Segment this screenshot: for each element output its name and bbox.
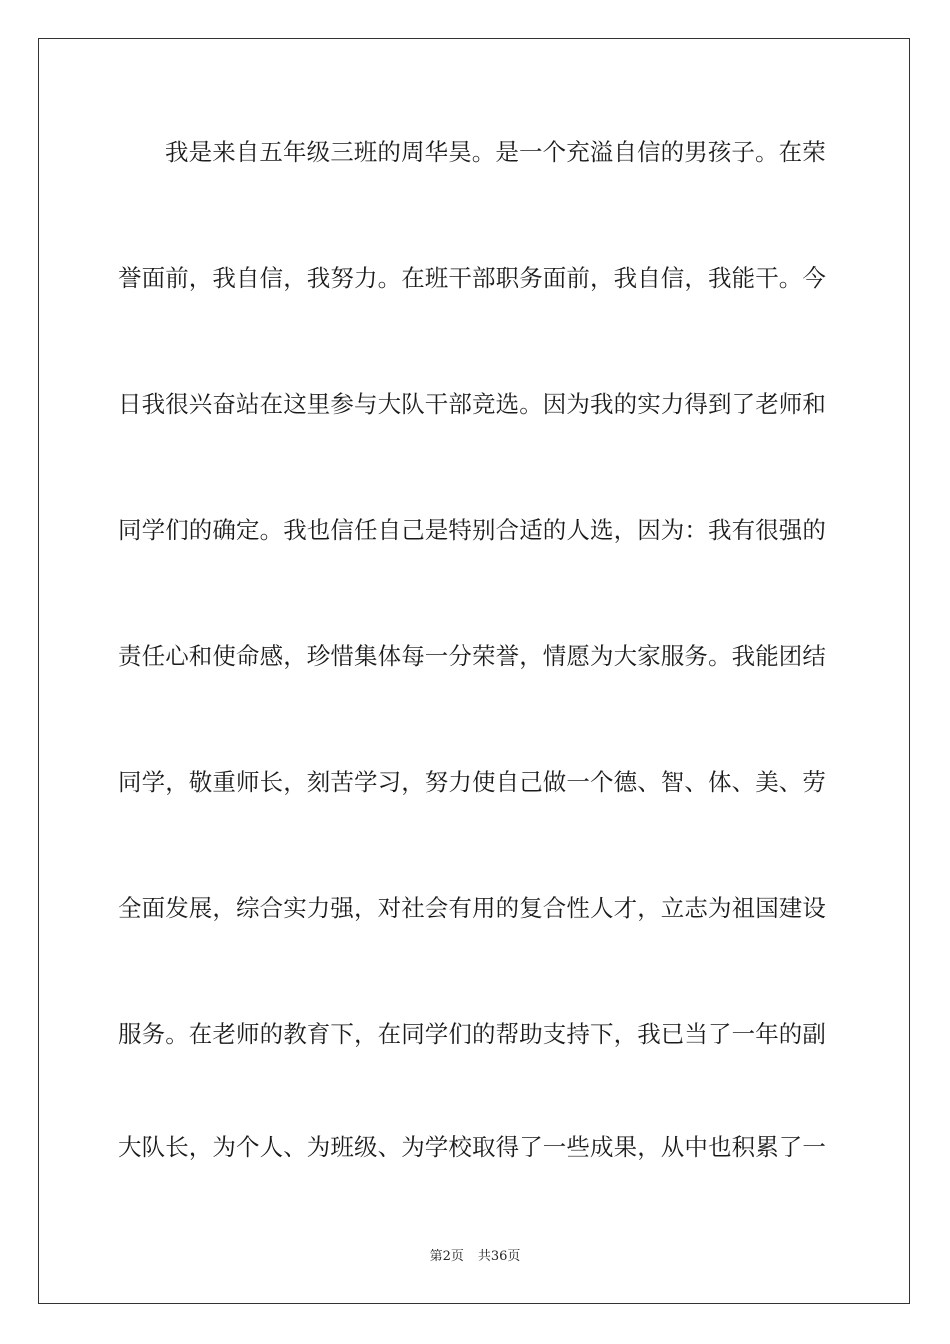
- body-text-line: 同学们的确定。我也信任自己是特别合适的人选，因为：我有很强的: [118, 516, 826, 544]
- body-text-line: 我是来自五年级三班的周华昊。是一个充溢自信的男孩子。在荣: [165, 138, 826, 166]
- body-text-line: 全面发展，综合实力强，对社会有用的复合性人才，立志为祖国建设: [118, 894, 826, 922]
- body-text-line: 服务。在老师的教育下，在同学们的帮助支持下，我已当了一年的副: [118, 1020, 826, 1048]
- body-text-line: 日我很兴奋站在这里参与大队干部竞选。因为我的实力得到了老师和: [118, 390, 826, 418]
- page-number: 第2页: [429, 1249, 464, 1264]
- body-text-line: 责任心和使命感，珍惜集体每一分荣誉，情愿为大家服务。我能团结: [118, 642, 826, 670]
- page-footer: [0, 1249, 950, 1265]
- total-pages: 共36页: [477, 1249, 521, 1264]
- body-text-line: 大队长，为个人、为班级、为学校取得了一些成果，从中也积累了一: [118, 1133, 826, 1161]
- body-text-line: 同学，敬重师长，刻苦学习，努力使自己做一个德、智、体、美、劳: [118, 768, 826, 796]
- body-text-line: 誉面前，我自信，我努力。在班干部职务面前，我自信，我能干。今: [118, 264, 826, 292]
- page-border: [38, 38, 910, 1304]
